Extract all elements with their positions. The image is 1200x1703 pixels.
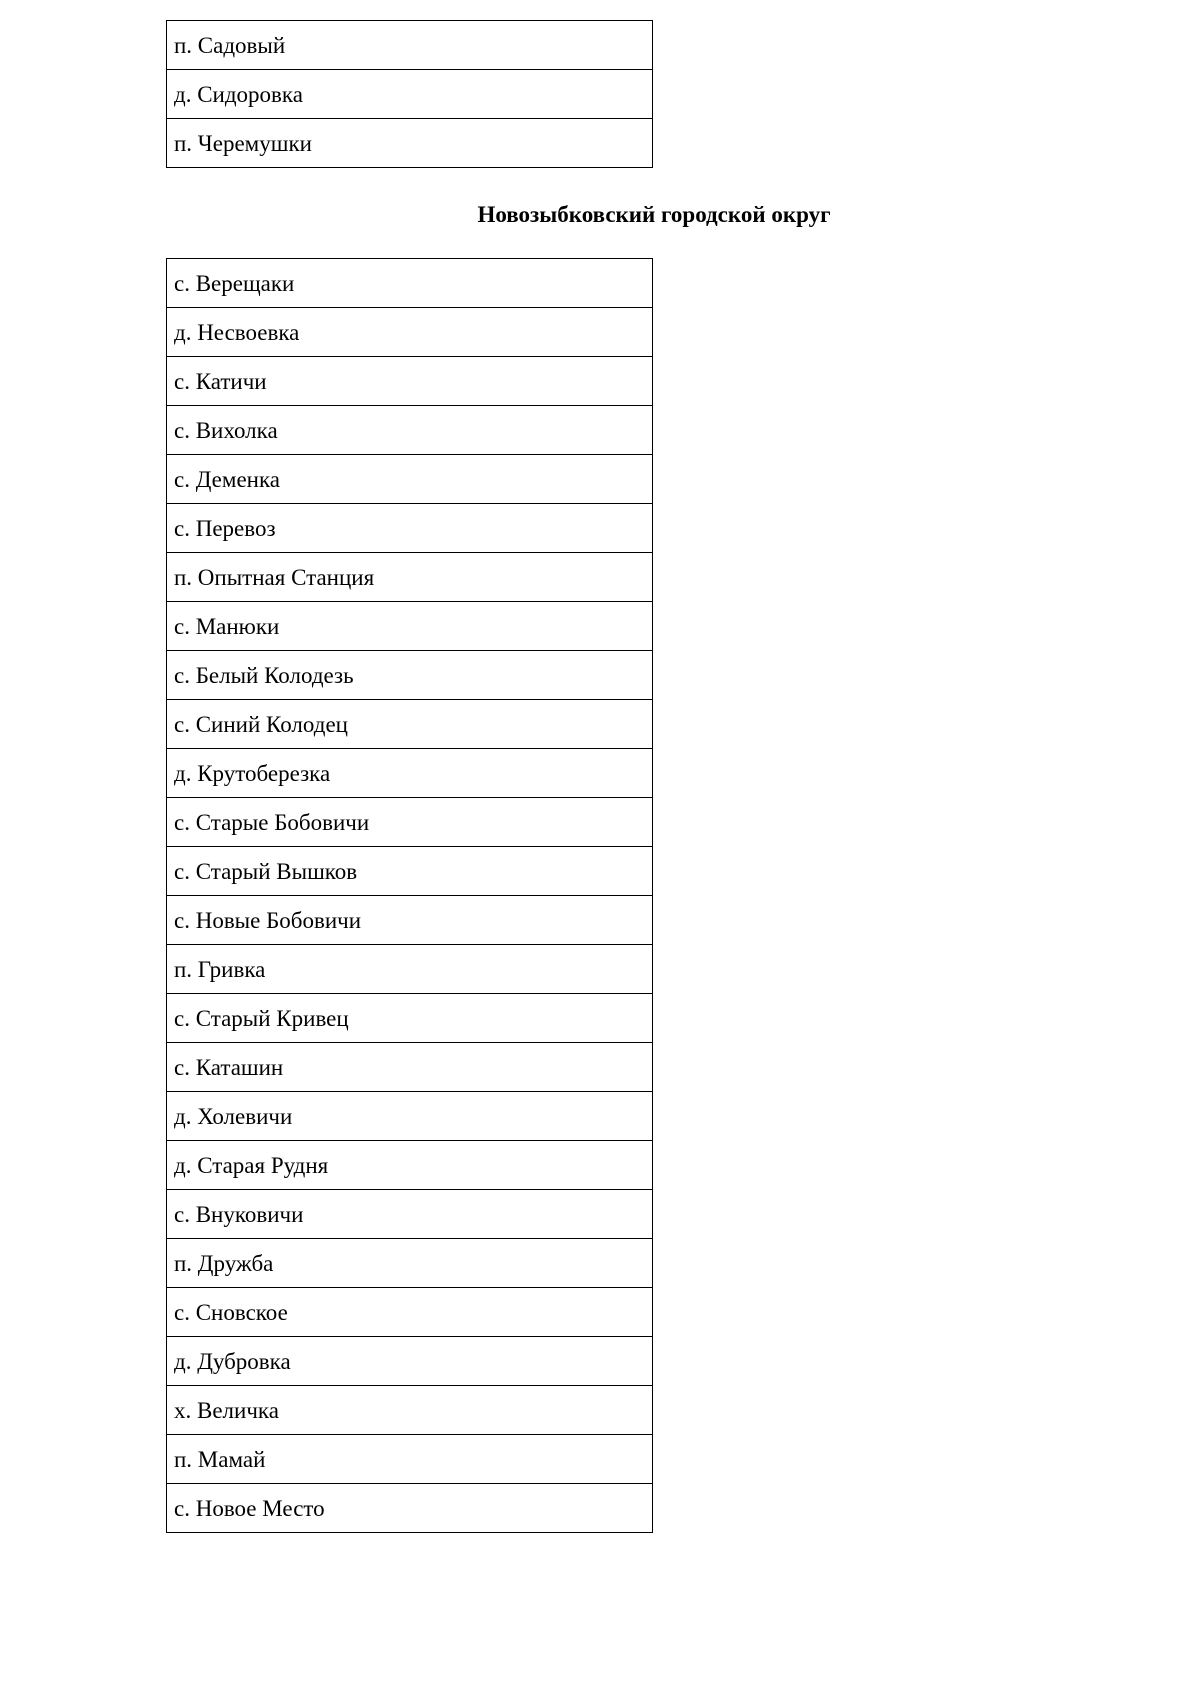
settlement-cell: д. Несвоевка <box>167 308 653 357</box>
settlement-cell: д. Холевичи <box>167 1092 653 1141</box>
settlement-cell: п. Мамай <box>167 1435 653 1484</box>
table-row <box>167 798 653 847</box>
settlement-cell: с. Перевоз <box>167 504 653 553</box>
table-row <box>167 896 653 945</box>
settlement-cell: п. Гривка <box>167 945 653 994</box>
settlement-cell: п. Черемушки <box>167 119 653 168</box>
settlement-cell: с. Старый Кривец <box>167 994 653 1043</box>
settlement-cell: п. Опытная Станция <box>167 553 653 602</box>
settlement-cell: с. Верещаки <box>167 259 653 308</box>
settlement-cell: с. Старые Бобовичи <box>167 798 653 847</box>
table-row <box>167 1239 653 1288</box>
table-row <box>167 553 653 602</box>
table-row <box>167 1337 653 1386</box>
table-row <box>167 119 653 168</box>
settlement-cell: д. Сидоровка <box>167 70 653 119</box>
table-row <box>167 406 653 455</box>
settlement-cell: с. Новое Место <box>167 1484 653 1533</box>
table-row <box>167 1092 653 1141</box>
settlement-cell: д. Дубровка <box>167 1337 653 1386</box>
settlement-cell: д. Крутоберезка <box>167 749 653 798</box>
table-row <box>167 308 653 357</box>
settlement-cell: д. Старая Рудня <box>167 1141 653 1190</box>
table-row <box>167 259 653 308</box>
settlement-cell: п. Садовый <box>167 21 653 70</box>
table-row <box>167 357 653 406</box>
table-row <box>167 602 653 651</box>
table-row <box>167 1141 653 1190</box>
settlement-cell: с. Вихолка <box>167 406 653 455</box>
table-row <box>167 700 653 749</box>
table-row <box>167 1484 653 1533</box>
settlement-cell: с. Манюки <box>167 602 653 651</box>
table-row <box>167 70 653 119</box>
table-row <box>167 455 653 504</box>
table-row <box>167 847 653 896</box>
table-row <box>167 504 653 553</box>
table-row <box>167 1288 653 1337</box>
settlement-cell: с. Деменка <box>167 455 653 504</box>
table-row <box>167 994 653 1043</box>
table-row <box>167 945 653 994</box>
settlement-cell: с. Старый Вышков <box>167 847 653 896</box>
table-row <box>167 1190 653 1239</box>
table-row <box>167 1043 653 1092</box>
table-row <box>167 1386 653 1435</box>
settlement-cell: с. Внуковичи <box>167 1190 653 1239</box>
settlement-cell: с. Каташин <box>167 1043 653 1092</box>
settlements-table <box>166 258 653 1533</box>
continued-settlements-table <box>166 20 653 168</box>
section-heading: Новозыбковский городской округ <box>477 202 831 227</box>
settlement-cell: с. Белый Колодезь <box>167 651 653 700</box>
table-row <box>167 749 653 798</box>
settlement-cell: с. Синий Колодец <box>167 700 653 749</box>
settlement-cell: с. Новые Бобовичи <box>167 896 653 945</box>
table-row <box>167 1435 653 1484</box>
settlement-cell: п. Дружба <box>167 1239 653 1288</box>
settlement-cell: с. Катичи <box>167 357 653 406</box>
table-row <box>167 21 653 70</box>
settlement-cell: с. Сновское <box>167 1288 653 1337</box>
table-row <box>167 651 653 700</box>
settlement-cell: х. Величка <box>167 1386 653 1435</box>
